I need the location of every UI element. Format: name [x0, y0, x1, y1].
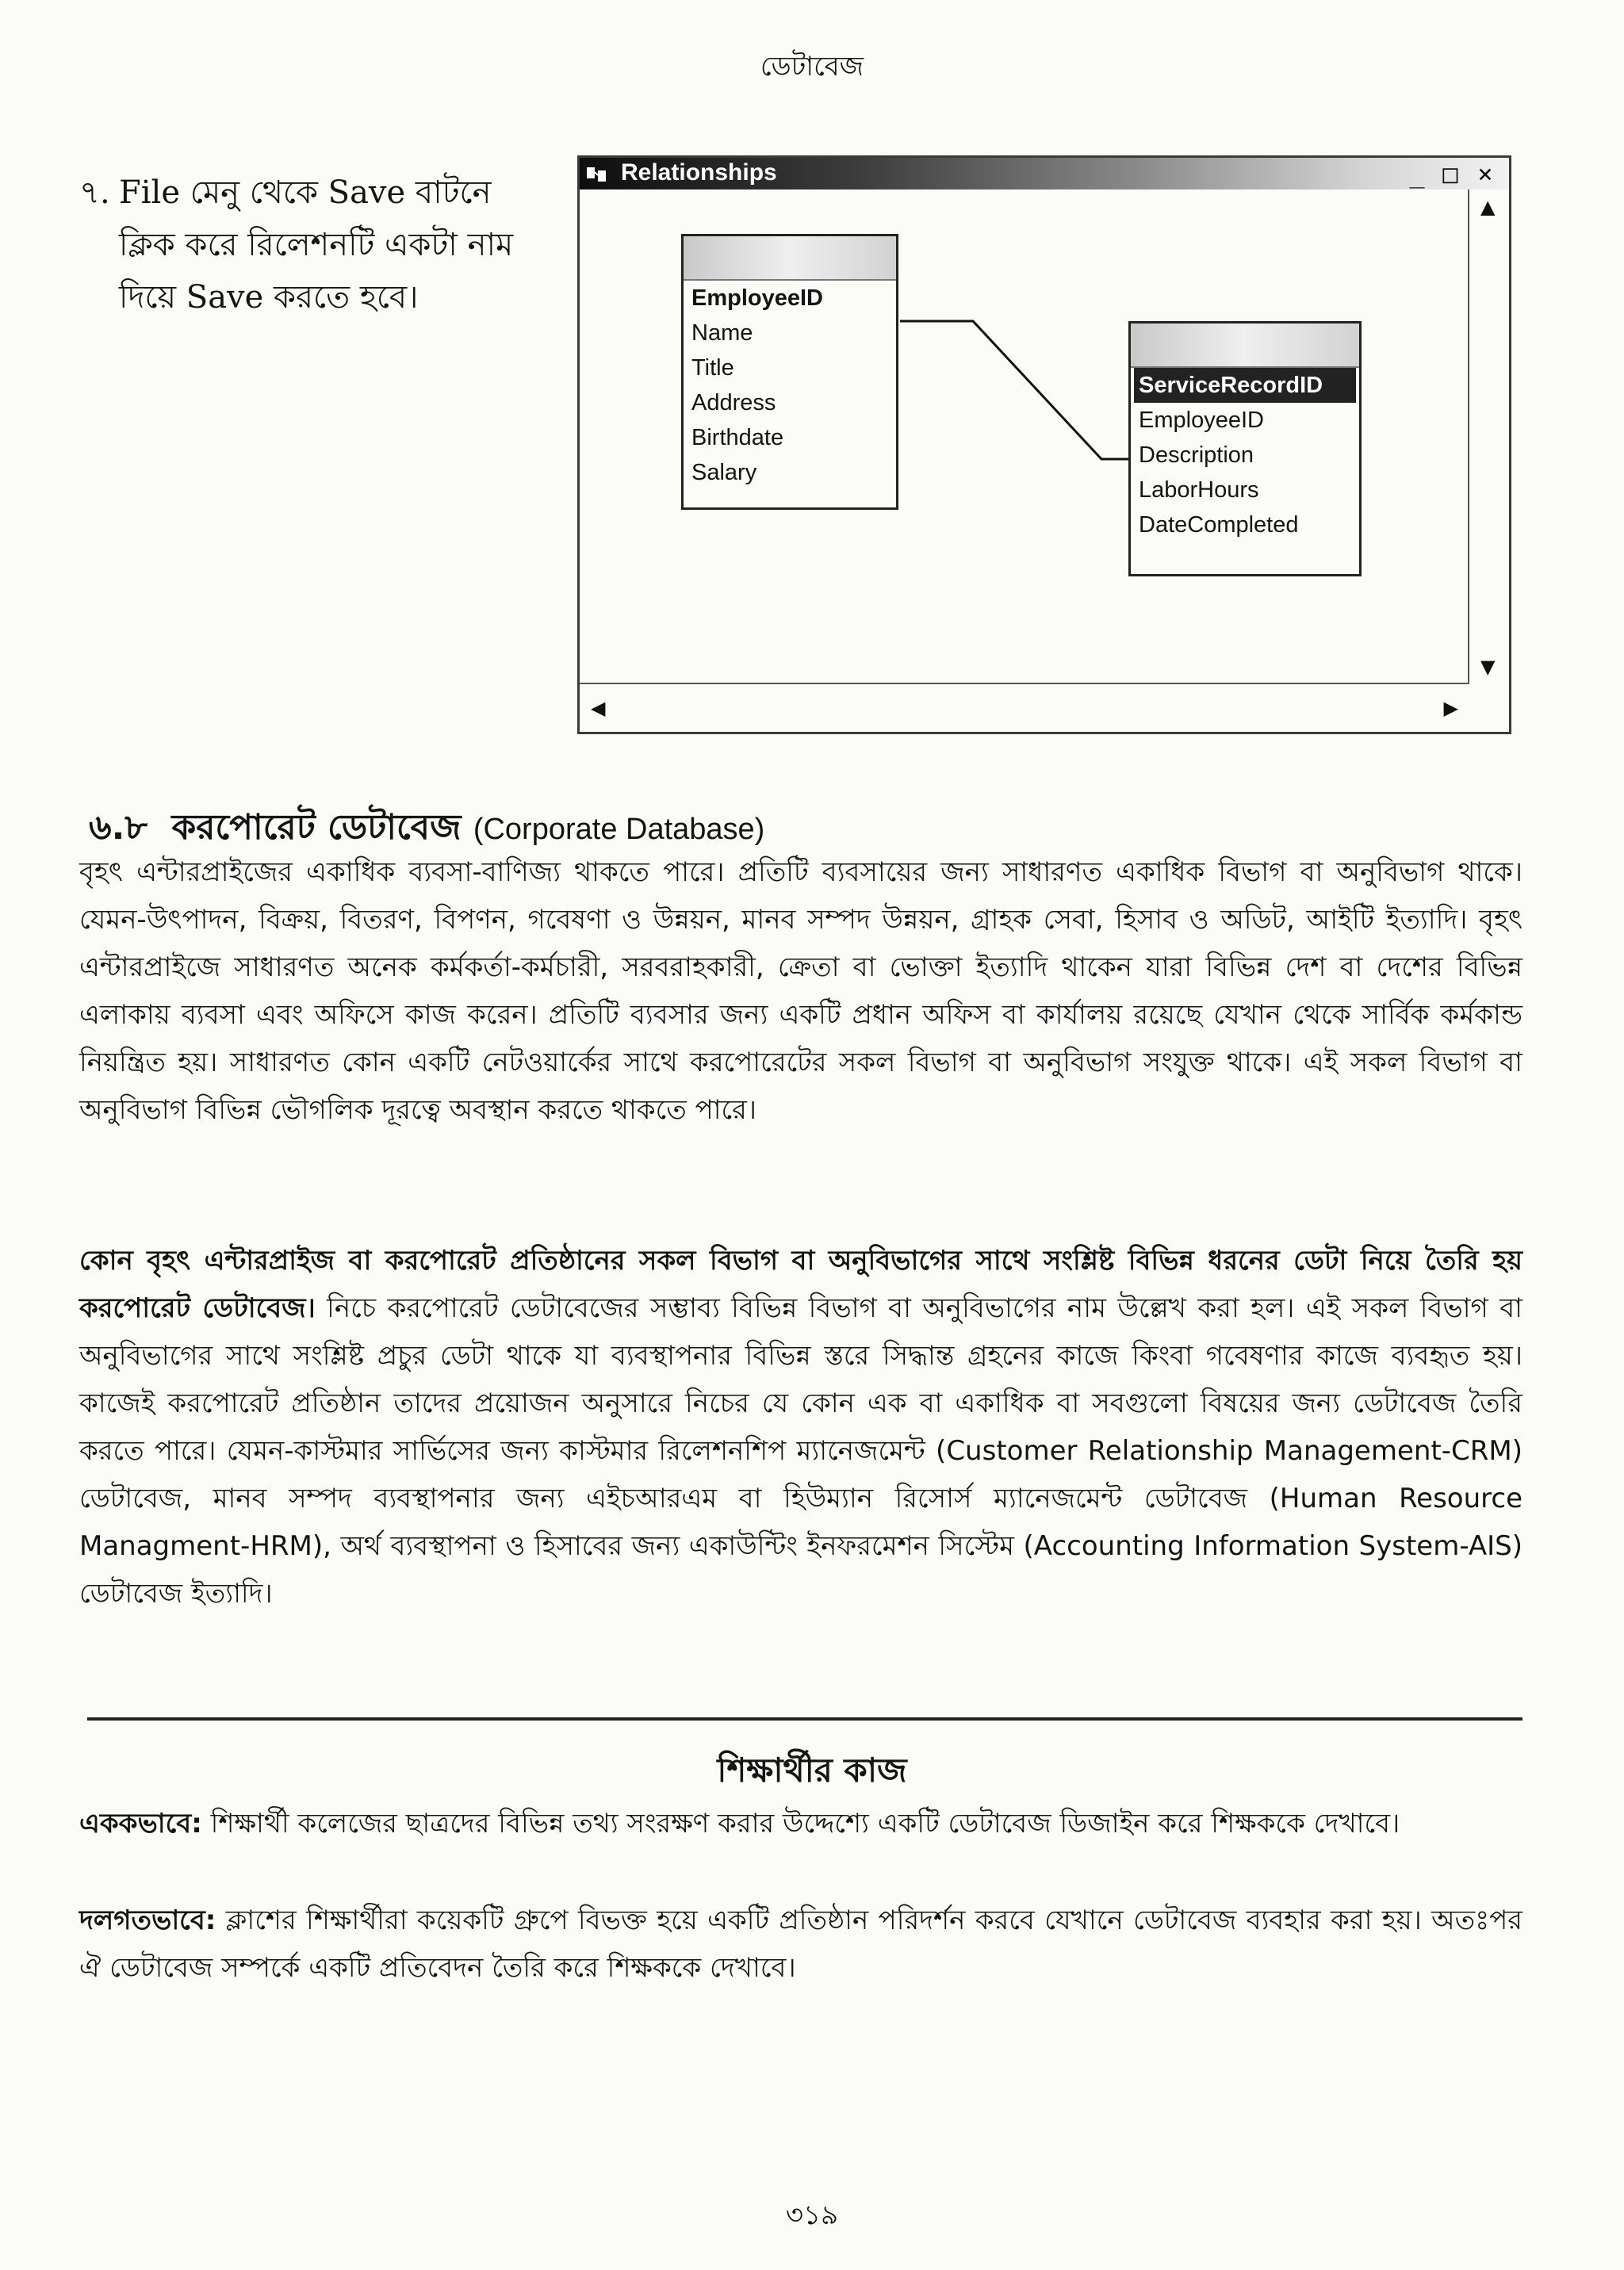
task-title: শিক্ষার্থীর কাজ: [717, 1751, 907, 1790]
field-birthdate[interactable]: Birthdate: [691, 425, 784, 450]
paragraph-1: বৃহৎ এন্টারপ্রাইজের একাধিক ব্যবসা-বাণিজ্য থাকতে পারে। প্রতিটি ব্যবসায়ের জন্য সাধারণত একাধিক বিভাগ বা অনুবিভাগ থাকে। যেমন-উৎপাদন, বিক্রয়, বিতরণ, বিপণন, গবেষণা ও উন্নয়ন, মানব সম্পদ উন্নয়ন, গ্রাহক সেবা, হিসাব ও অডিট, আইটি ইত্যাদি। বৃহৎ এন্টারপ্রাইজে সাধারণত অনেক কর্মকর্তা-কর্মচারী, সরবরাহকারী, ক্রেতা বা ভোক্তা ইত্যাদি থাকেন যারা বিভিন্ন দেশ বা দেশের বিভিন্ন এলাকায় ব্যবসা এবং অফিসে কাজ করেন। প্রতিটি ব্যবসার জন্য একটি প্রধান অফিস বা কার্যালয় রয়েছে যেখান থেকে সার্বিক কর্মকান্ড নিয়ন্ত্রিত হয়। সাধারণত কোন একটি নেটওয়ার্কের সাথে করপোরেটের সকল বিভাগ বা অনুবিভাগ সংযুক্ত থাকে। এই সকল বিভাগ বা অনুবিভাগ বিভিন্ন ভৌগলিক দূরত্বে অবস্থান করতে থাকতে পারে।: [79, 856, 1522, 1126]
paragraph-2-body: নিচে করপোরেট ডেটাবেজের সম্ভাব্য বিভিন্ন বিভাগ বা অনুবিভাগের নাম উল্লেখ করা হল। এই সকল বিভাগ বা অনুবিভাগের সাথে সংশ্লিষ্ট প্রচুর ডেটা থাকে যা ব্যবস্থাপনার বিভিন্ন স্তরে সিদ্ধান্ত গ্রহনের কাজে কিংবা গবেষণার কাজে ব্যবহৃত হয়। কাজেই করপোরেট প্রতিষ্ঠান তাদের প্রয়োজন অনুসারে নিচের যে কোন এক বা একাধিক বা সবগুলো বিষয়ের জন্য ডেটাবেজ তৈরি করতে পারে। যেমন-কাস্টমার সার্ভিসের জন্য কাস্টমার রিলেশনশিপ ম্যানেজমেন্ট (Customer Relationship Management-CRM) ডেটাবেজ, মানব সম্পদ ব্যবস্থাপনার জন্য এইচআরএম বা হিউম্যান রিসোর্স ম্যানেজমেন্ট ডেটাবেজ (Human Resource Managment-HRM), অর্থ ব্যবস্থাপনা ও হিসাবের জন্য একাউন্টিং ইনফরমেশন সিস্টেম (Accounting Information System-AIS) ডেটাবেজ ইত্যাদি।: [79, 1292, 1522, 1610]
field-laborhours[interactable]: LaborHours: [1139, 477, 1259, 503]
minimize-button[interactable]: _: [1409, 159, 1425, 189]
step-number: ৭.: [79, 174, 110, 211]
field-datecompleted[interactable]: DateCompleted: [1139, 512, 1299, 538]
table-header[interactable]: [1131, 323, 1359, 368]
scroll-right-icon[interactable]: ▶: [1443, 697, 1458, 719]
step-text: File মেনু থেকে Save বাটনে ক্লিক করে রিলেশনটি একটা নাম দিয়ে Save করতে হবে।: [119, 174, 514, 316]
section-number: ৬.৮: [89, 807, 147, 848]
field-address[interactable]: Address: [691, 390, 776, 415]
relationships-window: [577, 155, 1511, 734]
field-description[interactable]: Description: [1139, 442, 1254, 468]
task-group-label: দলগতভাবে:: [79, 1904, 216, 1936]
field-name[interactable]: Name: [691, 320, 753, 346]
maximize-button[interactable]: □: [1442, 159, 1458, 189]
task-group: [79, 1897, 1522, 1992]
field-employeeid[interactable]: EmployeeID: [1139, 408, 1264, 433]
service-table[interactable]: [1128, 321, 1362, 576]
task-individual: [79, 1800, 1522, 1847]
scroll-up-icon[interactable]: ▲: [1480, 196, 1496, 218]
scroll-left-icon[interactable]: ◀: [591, 697, 606, 719]
divider: [87, 1717, 1522, 1721]
running-head: ডেটাবেজ: [760, 51, 864, 82]
paragraph-2-definition: কোন বৃহৎ এন্টারপ্রাইজ বা করপোরেট প্রতিষ্ঠানের সকল বিভাগ বা অনুবিভাগের সাথে সংশ্লিষ্ট বিভিন্ন ধরনের ডেটা নিয়ে তৈরি হয় করপোরেট ডেটাবেজ।: [79, 1245, 1522, 1324]
close-button[interactable]: ×: [1477, 159, 1493, 189]
field-employeeid-pk[interactable]: EmployeeID: [691, 285, 823, 311]
page-number: ৩১৯: [785, 2199, 839, 2231]
task-individual-label: এককভাবে:: [79, 1808, 202, 1839]
table-header[interactable]: [684, 236, 896, 281]
step-7: [79, 167, 555, 323]
field-servicerecordid-pk[interactable]: ServiceRecordID: [1134, 368, 1356, 403]
task-individual-text: শিক্ষার্থী কলেজের ছাত্রদের বিভিন্ন তথ্য সংরক্ষণ করার উদ্দেশ্যে একটি ডেটাবেজ ডিজাইন করে শিক্ষককে দেখাবে।: [201, 1808, 1400, 1839]
field-salary[interactable]: Salary: [691, 460, 757, 485]
scroll-down-icon[interactable]: ▼: [1480, 656, 1496, 678]
window-title: Relationships: [621, 159, 777, 186]
paragraph-2: [79, 1237, 1522, 1617]
task-group-text: ক্লাশের শিক্ষার্থীরা কয়েকটি গ্রুপে বিভক্ত হয়ে একটি প্রতিষ্ঠান পরিদর্শন করবে যেখানে ডেটাবেজ ব্যবহার করা হয়। অতঃপর ঐ ডেটাবেজ সম্পর্কে একটি প্রতিবেদন তৈরি করে শিক্ষককে দেখাবে।: [79, 1904, 1522, 1984]
employee-table[interactable]: [681, 234, 898, 510]
section-title-bn: করপোরেট ডেটাবেজ: [171, 807, 462, 848]
section-title-en: (Corporate Database): [473, 813, 765, 846]
field-title[interactable]: Title: [691, 355, 734, 381]
